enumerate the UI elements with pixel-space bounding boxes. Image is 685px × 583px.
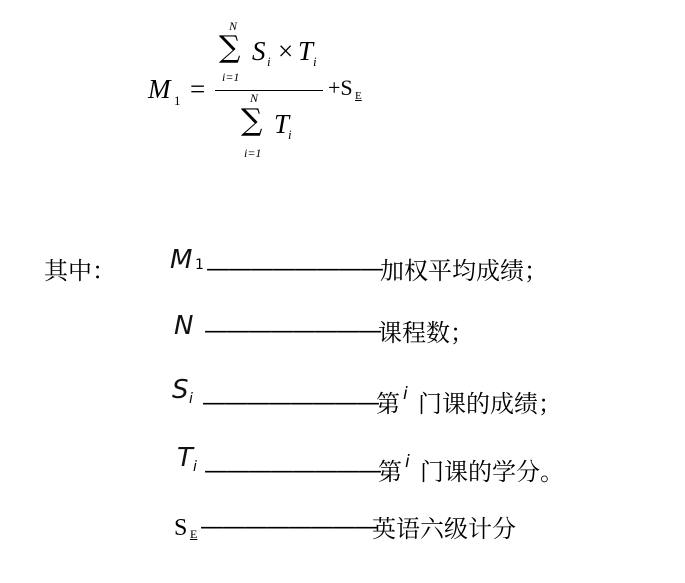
- legend-symbol-sub: E: [190, 527, 198, 541]
- den-sum-upper: N: [250, 91, 259, 105]
- legend-symbol: N: [174, 311, 194, 341]
- formula-plus-term-sub: E: [355, 90, 362, 102]
- legend-desc: 课程数；: [378, 319, 474, 347]
- legend-desc: 英语六级计分: [372, 515, 516, 543]
- fraction-bar: [215, 90, 323, 91]
- legend-desc: 门课的学分。: [420, 458, 564, 486]
- legend-desc-var: i: [405, 452, 410, 472]
- legend-symbol-sub: 1: [195, 257, 204, 273]
- legend-symbol: M: [170, 245, 193, 275]
- legend-dashes: ————————: [206, 254, 382, 282]
- num-var1: S: [252, 36, 266, 66]
- legend-dashes: ————————: [204, 456, 380, 484]
- num-sum-upper: N: [229, 19, 238, 33]
- num-var2: T: [298, 36, 314, 66]
- num-times: ×: [278, 36, 294, 66]
- legend-desc-pre: 第: [378, 458, 402, 486]
- num-sum-lower: i=1: [222, 70, 240, 84]
- formula-equals: =: [190, 74, 206, 104]
- legend-dashes: ————————: [202, 388, 378, 416]
- legend-intro: 其中：: [44, 257, 116, 285]
- legend-symbol: T: [177, 443, 193, 473]
- legend-symbol: S: [174, 515, 188, 541]
- legend-desc-pre: 第: [376, 390, 400, 418]
- den-sum-lower: i=1: [244, 146, 262, 160]
- legend-desc-var: i: [403, 384, 408, 404]
- num-sigma-icon: ∑: [219, 30, 241, 65]
- formula-lhs-subscript: 1: [174, 93, 181, 108]
- legend-symbol-sub: i: [193, 459, 197, 475]
- num-var1-sub: i: [267, 54, 271, 69]
- formula-plus-term: +S: [328, 75, 353, 100]
- formula-lhs-symbol: M: [148, 74, 171, 104]
- legend-dashes: ————————: [204, 316, 380, 344]
- den-sigma-icon: ∑: [241, 103, 263, 138]
- legend-desc: 门课的成绩；: [418, 390, 562, 418]
- legend-symbol: S: [172, 375, 189, 405]
- legend-desc: 加权平均成绩；: [380, 257, 548, 285]
- legend-symbol-sub: i: [189, 391, 193, 407]
- legend-dashes: ————————: [200, 512, 376, 540]
- den-var-sub: i: [288, 127, 292, 142]
- num-var2-sub: i: [313, 54, 317, 69]
- den-var: T: [274, 109, 290, 139]
